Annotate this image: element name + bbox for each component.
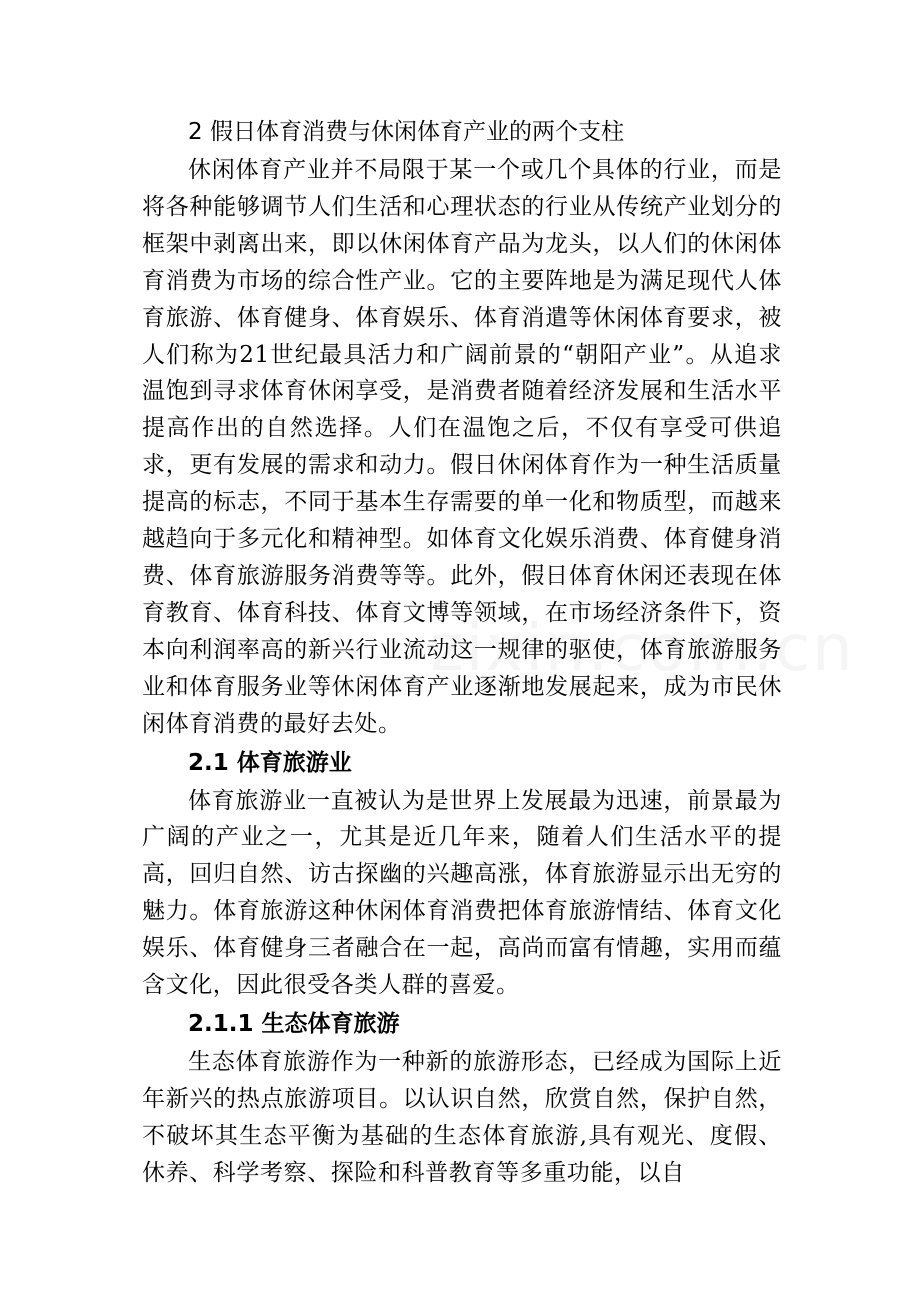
section-heading-2-1: 2.1 体育旅游业	[188, 749, 352, 776]
section-paragraph-2: 休闲体育产业并不局限于某一个或几个具体的行业，而是将各种能够调节人们生活和心理状态的行业从传统产业划分的框架中剥离出来，即以休闲体育产品为龙头，以人们的休闲体育消费为市场的综合性产业。它的主要阵地是为满足现代人体育旅游、体育健身、体育娱乐、体育消遣等休闲体育要求，被人们称为21世纪最具活力和广阔前景的“朝阳产业”。从追求温饱到寻求体育休闲享受，是消费者随着经济发展和生活水平提高作出的自然选择。人们在温饱之后，不仅有享受可供追求，更有发展的需求和动力。假日休闲体育作为一种生活质量提高的标志，不同于基本生存需要的单一化和物质型，而越来越趋向于多元化和精神型。如体育文化娱乐消费、体育健身消费、体育旅游服务消费等等。此外，假日体育休闲还表现在体育教育、体育科技、体育文博等领域，在市场经济条件下，资本向利润率高的新兴行业流动这一规律的驱使，体育旅游服务业和体育服务业等休闲体育产业逐渐地发展起来，成为市民休闲体育消费的最好去处。	[142, 157, 782, 737]
document-page	[142, 112, 782, 1192]
section-heading-2-1-1: 2.1.1 生态体育旅游	[188, 1010, 400, 1037]
section-heading-2: 2 假日体育消费与休闲体育产业的两个支柱	[188, 119, 624, 145]
section-paragraph-2-1-1: 生态体育旅游作为一种新的旅游形态，已经成为国际上近年新兴的热点旅游项目。以认识自然，欣赏自然，保护自然，不破坏其生态平衡为基础的生态体育旅游,具有观光、度假、休养、科学考察、探险和科普教育等多重功能，以自	[142, 1048, 782, 1186]
section-paragraph-2-1: 体育旅游业一直被认为是世界上发展最为迅速，前景最为广阔的产业之一，尤其是近几年来，随着人们生活水平的提高，回归自然、访古探幽的兴趣高涨，体育旅游显示出无穷的魅力。体育旅游这种休闲体育消费把体育旅游情结、体育文化娱乐、体育健身三者融合在一起，高尚而富有情趣，实用而蕴含文化，因此很受各类人群的喜爱。	[142, 787, 782, 999]
